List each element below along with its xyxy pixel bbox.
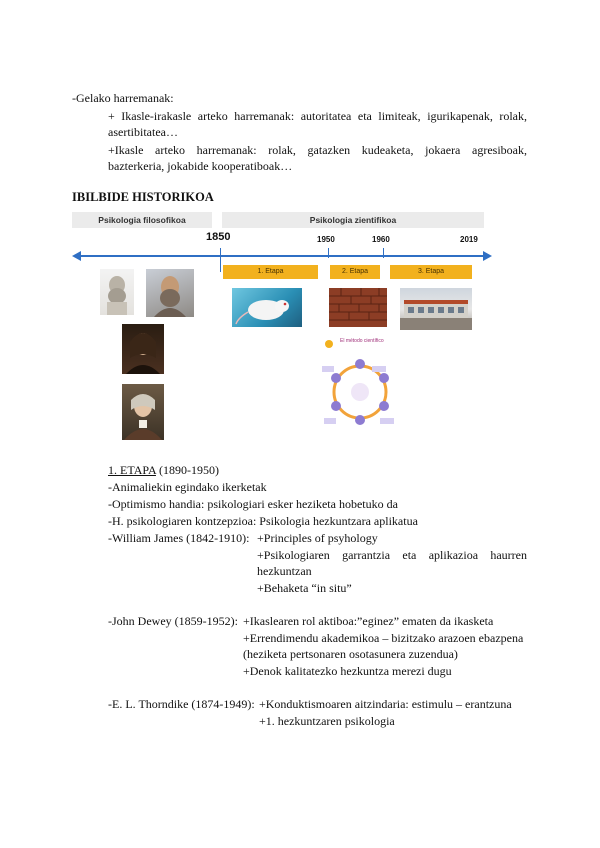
diagram-title: El método científico: [340, 338, 384, 344]
band-philosophical-psychology: Psikologia filosofikoa: [72, 212, 212, 228]
james-item: +Behaketa “in situ”: [257, 581, 352, 595]
etapa1-line: -Optimismo handia: psikologiari esker heziketa hobetuko da: [108, 497, 398, 511]
relation-item-student-student-cont: bazterkeria, jokabide kooperatiboak…: [108, 159, 293, 173]
etapa1-line: -Animaliekin egindako ikerketak: [108, 480, 267, 494]
timeline-arrow: [72, 248, 492, 264]
rat-photo-image: [232, 288, 302, 327]
etapa1-heading: [108, 463, 219, 477]
relation-item-teacher-student: + Ikasle-irakasle arteko harremanak: autoritatea eta limiteak, igurikapenak, rolak,: [108, 109, 527, 123]
james-name: -William James (1842-1910):: [108, 531, 250, 545]
etapa1-line: -H. psikologiaren kontzepzioa: Psikologia hezkuntzara aplikatua: [108, 514, 418, 528]
stage-1-label: 1. Etapa: [223, 265, 318, 279]
james-item-cont: hezkuntzan: [257, 564, 312, 578]
james-item: +Principles of psyhology: [257, 531, 378, 545]
school-building-image: [400, 288, 472, 330]
tick-mark: [383, 248, 384, 258]
tick-mark: [328, 248, 329, 258]
year-label: 1950: [317, 235, 335, 244]
dewey-item: +Ikaslearen rol aktiboa:”eginez” ematen da ikasketa: [243, 614, 494, 628]
section-title-relations: -Gelako harremanak:: [72, 91, 174, 105]
etapa1-range: (1890-1950): [155, 463, 219, 477]
dewey-item: +Errendimendu akademikoa – bizitzako arazoen ebazpena: [243, 631, 524, 645]
relation-item-teacher-student-cont: asertibitatea…: [108, 125, 178, 139]
thorndike-item: +1. hezkuntzaren psikologia: [259, 714, 395, 728]
brick-wall-image: [329, 288, 387, 327]
dewey-name: -John Dewey (1859-1952):: [108, 614, 238, 628]
portrait-rousseau-image: [122, 384, 164, 440]
dewey-item: +Denok kalitatezko hezkuntza merezi dugu: [243, 664, 452, 678]
stage-3-label: 3. Etapa: [390, 265, 472, 279]
tick-mark: [220, 248, 221, 272]
thorndike-name: -E. L. Thorndike (1874-1949):: [108, 697, 255, 711]
scientific-method-diagram: [320, 336, 400, 436]
portrait-locke-image: [122, 324, 164, 374]
history-heading: IBILBIDE HISTORIKOA: [72, 190, 214, 204]
thorndike-item: +Konduktismoaren aitzindaria: estimulu – erantzuna: [259, 697, 512, 711]
year-label: 1850: [206, 231, 231, 243]
portrait-aristotle-image: [146, 269, 194, 317]
james-item: +Psikologiaren garrantzia eta aplikazioa haurren: [257, 548, 527, 562]
portrait-plato-image: [100, 269, 134, 315]
year-label: 1960: [372, 235, 390, 244]
etapa1-title: 1. ETAPA: [108, 463, 156, 477]
year-label: 2019: [460, 235, 478, 244]
relation-item-student-student: +Ikasle arteko harremanak: rolak, gatazken kudeaketa, jokaera agresiboak,: [108, 143, 527, 157]
dewey-item-cont: (heziketa pertsonaren osotasunera zuzendua): [243, 647, 458, 661]
band-scientific-psychology: Psikologia zientifikoa: [222, 212, 484, 228]
stage-2-label: 2. Etapa: [330, 265, 380, 279]
timeline-figure: [72, 208, 492, 448]
